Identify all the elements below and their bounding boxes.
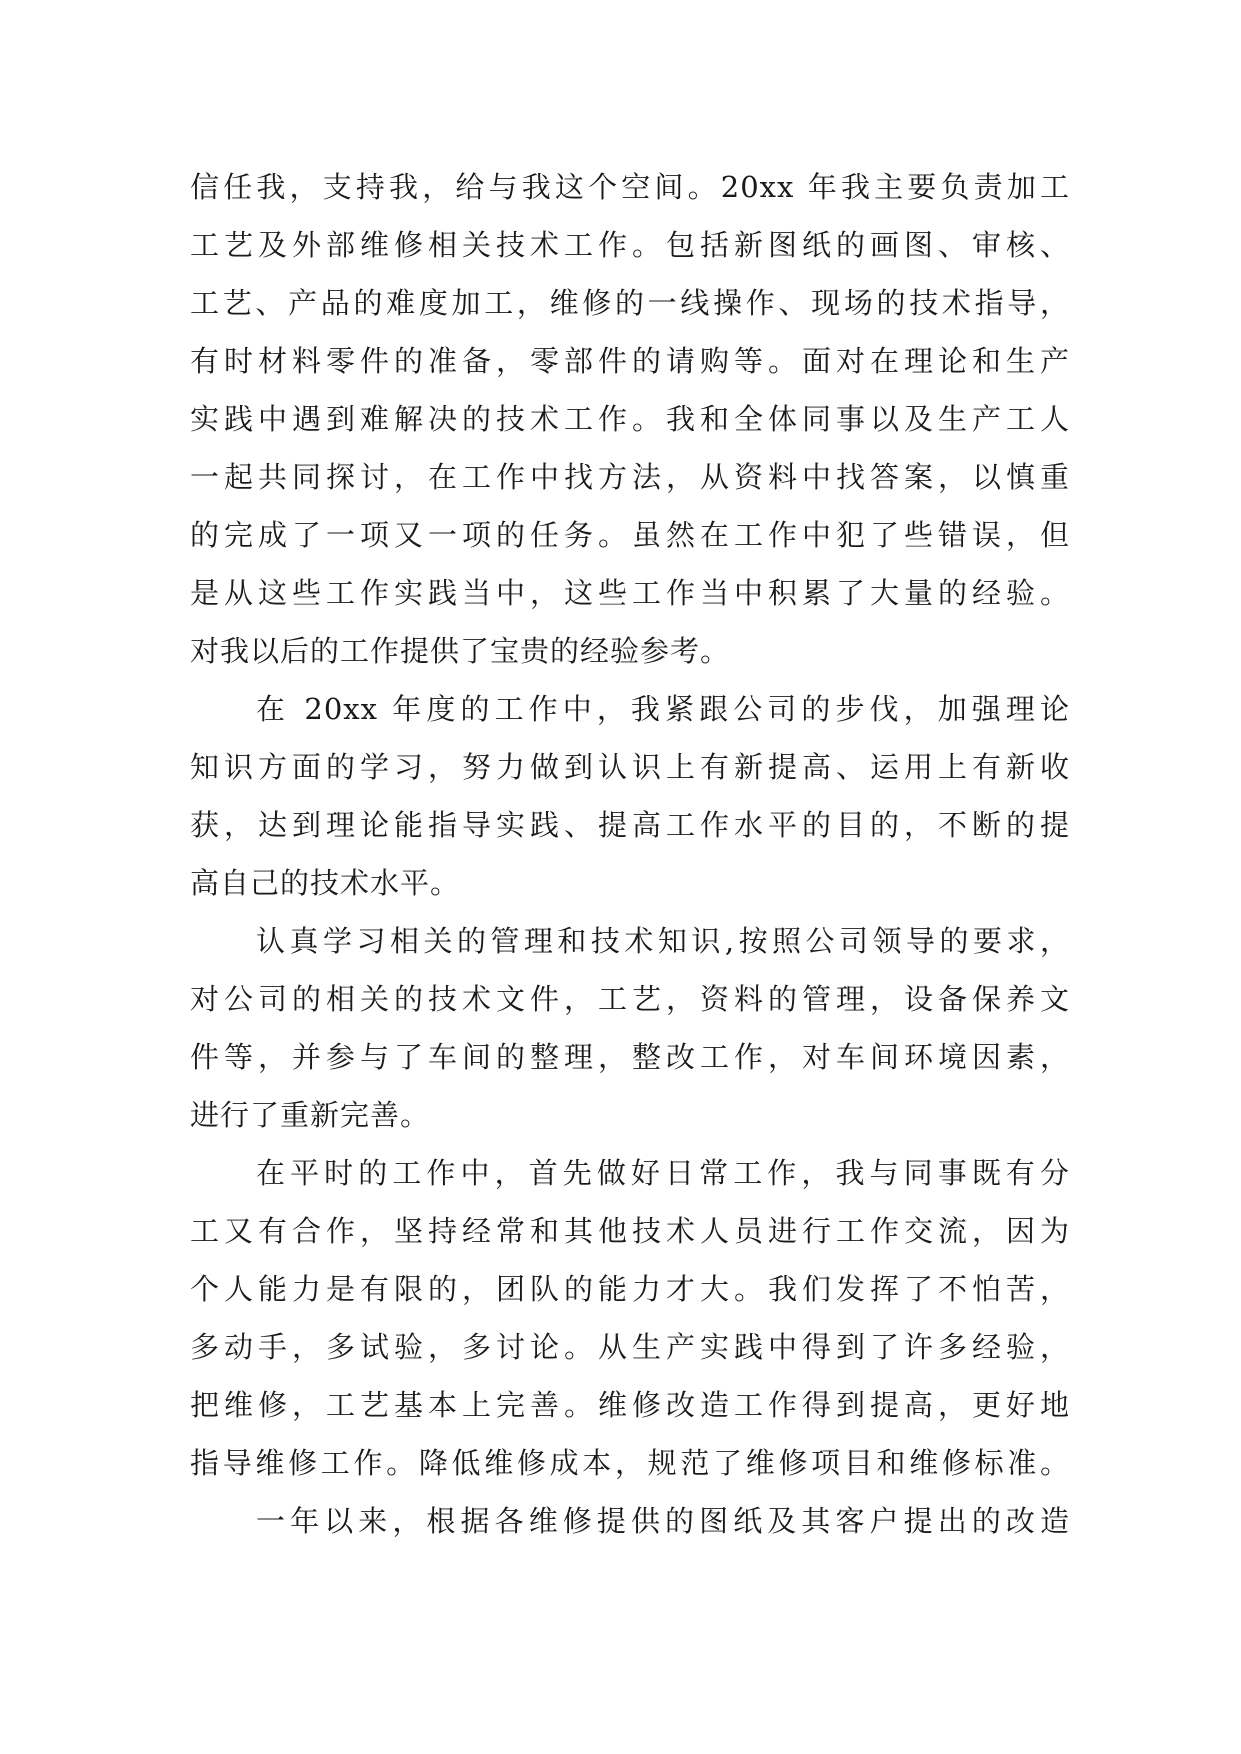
document-body	[190, 158, 1070, 1550]
text-line: 一起共同探讨，在工作中找方法，从资料中找答案，以慎重	[190, 460, 1070, 494]
text-line: 个人能力是有限的，团队的能力才大。我们发挥了不怕苦，	[190, 1272, 1070, 1306]
text-line: 工艺及外部维修相关技术工作。包括新图纸的画图、审核、	[190, 228, 1070, 262]
paragraph	[190, 1144, 1070, 1492]
text-line: 信任我，支持我，给与我这个空间。20xx 年我主要负责加工	[190, 170, 1070, 204]
paragraph	[190, 912, 1070, 1144]
paragraph	[190, 680, 1070, 912]
text-line: 工又有合作，坚持经常和其他技术人员进行工作交流，因为	[190, 1214, 1070, 1248]
text-line: 的完成了一项又一项的任务。虽然在工作中犯了些错误，但	[190, 518, 1070, 552]
text-line: 有时材料零件的准备，零部件的请购等。面对在理论和生产	[190, 344, 1070, 378]
text-line: 在 20xx 年度的工作中，我紧跟公司的步伐，加强理论	[256, 692, 1070, 726]
text-line: 对公司的相关的技术文件，工艺，资料的管理，设备保养文	[190, 982, 1070, 1016]
text-line: 件等，并参与了车间的整理，整改工作，对车间环境因素，	[190, 1040, 1070, 1074]
text-line: 认真学习相关的管理和技术知识,按照公司领导的要求，	[256, 924, 1070, 958]
text-line: 是从这些工作实践当中，这些工作当中积累了大量的经验。	[190, 576, 1070, 610]
text-line: 在平时的工作中，首先做好日常工作，我与同事既有分	[256, 1156, 1070, 1190]
text-line: 把维修，工艺基本上完善。维修改造工作得到提高，更好地	[190, 1388, 1070, 1422]
paragraph	[190, 158, 1070, 680]
text-line: 进行了重新完善。	[190, 1098, 431, 1132]
text-line: 高自己的技术水平。	[190, 866, 461, 900]
text-line: 实践中遇到难解决的技术工作。我和全体同事以及生产工人	[190, 402, 1070, 436]
text-line: 指导维修工作。降低维修成本，规范了维修项目和维修标准。	[190, 1446, 1070, 1480]
text-line: 知识方面的学习，努力做到认识上有新提高、运用上有新收	[190, 750, 1070, 784]
text-line: 工艺、产品的难度加工，维修的一线操作、现场的技术指导，	[190, 286, 1070, 320]
paragraph	[190, 1492, 1070, 1550]
text-line: 一年以来，根据各维修提供的图纸及其客户提出的改造	[256, 1504, 1070, 1538]
text-line: 对我以后的工作提供了宝贵的经验参考。	[190, 634, 731, 668]
text-line: 获，达到理论能指导实践、提高工作水平的目的，不断的提	[190, 808, 1070, 842]
text-line: 多动手，多试验，多讨论。从生产实践中得到了许多经验，	[190, 1330, 1070, 1364]
